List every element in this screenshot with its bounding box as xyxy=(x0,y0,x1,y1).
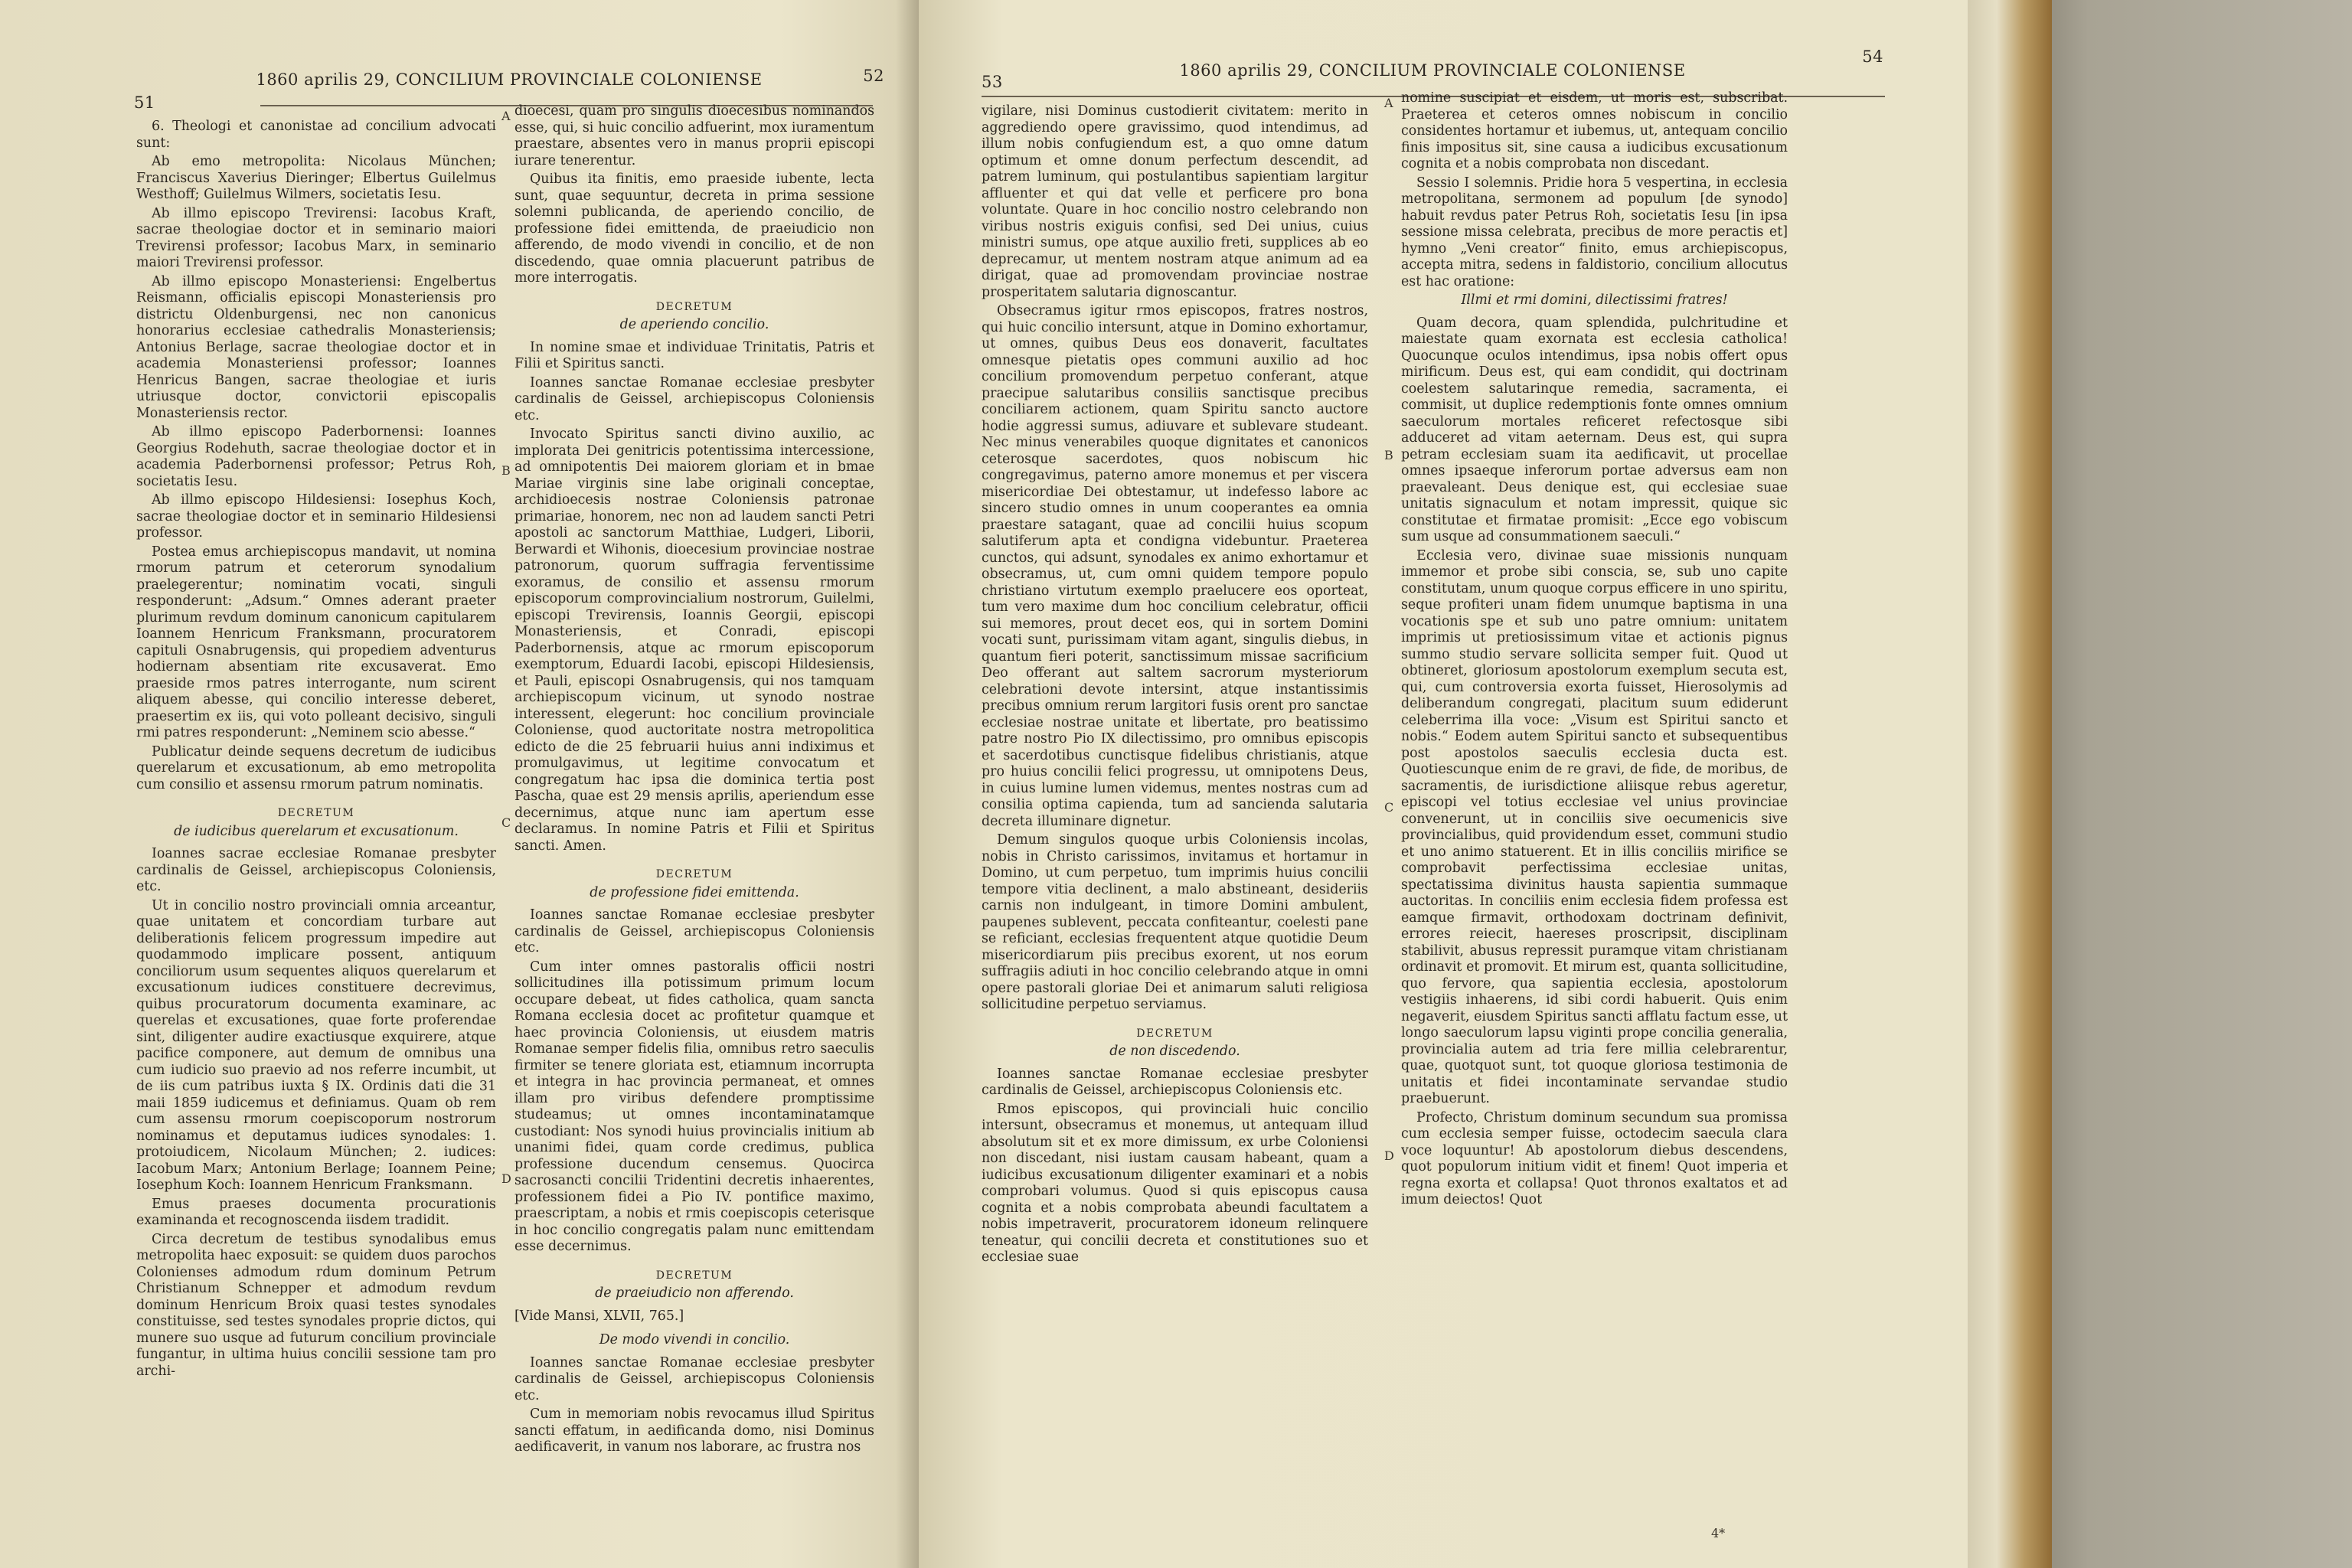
paragraph: Ioannes sanctae Romanae ecclesiae presbyter cardinalis de Geissel, archiepiscopus Coloniensis etc. xyxy=(514,374,874,423)
left-page-header xyxy=(134,63,884,112)
decretum-subtitle: de non discedendo. xyxy=(1109,1044,1240,1059)
decretum-subtitle: de praeiudicio non afferendo. xyxy=(595,1285,794,1301)
running-title-right: 1860 aprilis 29, CONCILIUM PROVINCIALE COLONIENSE xyxy=(1179,61,1686,80)
margin-letter-a: A xyxy=(501,109,511,123)
paragraph: Circa decretum de testibus synodalibus emus metropolita haec exposuit: se quidem duos parochos Colonienses admodum rdum dominum Petrum Christianum Schnepper et admodum revdum dominum Henricum Broix quasi testes synodales constituisse, sed testes synodales proprie dictos, qui munere suo usque ad futurum concilium provinciale fungantur, in ultima huius concilii sessione tam pro archi- xyxy=(136,1231,496,1379)
decretum-subtitle: De modo vivendi in concilio. xyxy=(599,1332,790,1348)
margin-letter-b-right: B xyxy=(1384,448,1393,462)
paragraph: Postea emus archiepiscopus mandavit, ut nomina rmorum patrum et ceterorum synodalium praelegerentur; nominatim vocati, singuli responderunt: „Adsum.“ Omnes aderant praeter plurimum revdum dominum canonicum capitularem Ioannem Henricum Franksmann, procuratorem capituli Osnabrugensis, qui propediem adventurus hodiernam absentiam rite excusaverat. Emo praeside rmos patres interrogante, num scirent aliquem abesse, qui concilio interesse deberet, praesertim ex iis, qui voto polleant decisivo, singuli rmi patres responderunt: „Neminem scio abesse.“ xyxy=(136,544,496,740)
paragraph: Demum singulos quoque urbis Coloniensis incolas, nobis in Christo carissimos, invitamus et hortamur in Domino, ut cum perpetuo, tum imprimis huius concilii tempore vitia declinent, a malo abstineant, desideriis carnis non indulgeant, in timore Domini ambulent, paupenes sublevent, peccata confiteantur, coelesti pane se reficiant, ecclesias frequentent atque quotidie Deum misericordiarum piis precibus exorent, ut nos eorum suffragiis adiuti in hoc concilio celebrando atque in omni opere pastorali gloriae Dei et animarum saluti religiosa sollicitudine perpetuo serviamus. xyxy=(982,832,1368,1012)
paragraph: Quam decora, quam splendida, pulchritudine et maiestate quam exornata est ecclesia catholica! Quocunque oculos intendimus, ipsa nobis offert opus mirificum. Deus est, qui eam condidit, qui doctrinam coelestem salutarinque remedia, sacramenta, ei commisit, ut duplice redemptionis fonte omnes omnium saeculorum mortales reficeret refectosque sibi adduceret ad vitam aeternam. Deus est, qui supra petram ecclesiam suam ita aedificavit, ut procellae omnes ipsaeque inferorum portae adversus eam non praevaleant. Deus denique est, qui ecclesiae suae unitatis signaculum et notam impressit, quique sic constitutae et firmatae promisit: „Ecce ego vobiscum sum usque ad consummationem saeculi.“ xyxy=(1401,315,1788,544)
right-page-header xyxy=(982,47,1883,91)
left-page xyxy=(0,0,919,1568)
margin-letter-b: B xyxy=(501,463,511,478)
decretum-heading: DECRETUM xyxy=(277,807,355,819)
paragraph: Ab illmo episcopo Hildesiensi: Iosephus Koch, sacrae theologiae doctor et in seminario Hildesiensi professor. xyxy=(136,492,496,541)
column-number-54: 54 xyxy=(1862,47,1883,66)
signature-mark: 4* xyxy=(1711,1526,1726,1540)
paragraph: Ab illmo episcopo Paderbornensi: Ioannes Georgius Rodehuth, sacrae theologiae doctor et in academia Paderbornensi professor; Petrus Roh, societatis Iesu. xyxy=(136,424,496,489)
paragraph: 6. Theologi et canonistae ad concilium advocati sunt: xyxy=(136,119,496,151)
paragraph: Ioannes sanctae Romanae ecclesiae presbyter cardinalis de Geissel, archiepiscopus Coloniensis etc. xyxy=(982,1066,1368,1098)
left-column-1 xyxy=(136,119,496,1382)
paragraph: dioecesi, quam pro singulis dioecesibus nominandos esse, qui, si huic concilio adfuerint, mox iuramentum praestare, absentes vero in manus proprii episcopi iurare tenerentur. xyxy=(514,103,874,168)
decretum-heading: DECRETUM xyxy=(655,1269,733,1282)
decretum-heading: DECRETUM xyxy=(655,868,733,880)
margin-letter-c: C xyxy=(501,815,511,830)
paragraph: Sessio I solemnis. Pridie hora 5 vespertina, in ecclesia metropolitana, sermonem ad populum [de synodo] habuit revdus pater Petrus Roh, societatis Iesu [in ipsa sessione missa celebrata, precibus de more peractis et] hymno „Veni creator“ finito, emus archiepiscopus, accepta mitra, sedens in faldistorio, concilium allocutus est hac oratione: xyxy=(1401,175,1788,289)
paragraph: Ut in concilio nostro provinciali omnia arceantur, quae unitatem et concordiam turbare aut deliberationis felicem progressum impedire aut quodammodo implicare possent, antiquum conciliorum usum sequentes aliquos querelarum et excusationum iudices constituere decrevimus, quibus procuratorum documenta examinare, ac querelas et excusationes, quae forte proferendae sint, diligenter audire exactiusque exquirere, atque pacifice componere, aut demum de omnibus una cum iudicio suo praevio ad nos referre incumbit, ut de iis cum patribus iuxta § IX. Ordinis dati die 31 maii 1859 iudicemus et definiamus. Quam ob rem cum assensu rmorum coepiscoporum nostrorum nominamus et deputamus iudices synodales: 1. protoiudicem, Nicolaum München; 2. iudices: Iacobum Marx; Antonium Berlage; Ioannem Peine; Iosephum Koch: Ioannem Henricum Franksmann. xyxy=(136,897,496,1193)
book-page-edges xyxy=(1960,0,2052,1568)
paragraph: Publicatur deinde sequens decretum de iudicibus querelarum et excusationum, ab emo metropolita cum consilio et assensu rmorum patrum nominatis. xyxy=(136,743,496,792)
decretum-subtitle: de iudicibus querelarum et excusationum. xyxy=(174,823,459,839)
paragraph: Ioannes sanctae Romanae ecclesiae presbyter cardinalis de Geissel, archiepiscopus Coloniensis etc. xyxy=(514,1354,874,1403)
margin-letter-d: D xyxy=(501,1171,511,1186)
paragraph: Ab emo metropolita: Nicolaus München; Franciscus Xaverius Dieringer; Elbertus Guilelmus Westhoff; Guilelmus Wilmers, societatis Iesu. xyxy=(136,154,496,202)
paragraph: Cum inter omnes pastoralis officii nostri sollicitudines illa potissimum primum locum occupare debeat, ut fides catholica, quam sancta Romana ecclesia docet ac profitetur quamque et haec provincia Coloniensis, ut eiusdem matris Romanae semper fidelis filia, omnibus retro saeculis firmiter se tenere gloriata est, etiamnum incorrupta et integra in hac provincia permaneat, et omnes illam pro viribus defendere promptissime studeamus; ut omnes incontaminatamque custodiant: Nos synodi huius provincialis initium ab unanimi fidei, quam corde credimus, publica professione ducendum censemus. Quocirca sacrosancti concilii Tridentini decretis inhaerentes, professionem fidei a Pio IV. pontifice maximo, praescriptam, a nobis et rmis coepiscopis ceterisque in hoc concilio congregatis palam nunc emittendam esse decernimus. xyxy=(514,959,874,1254)
margin-letter-d-right: D xyxy=(1384,1148,1394,1163)
paragraph: vigilare, nisi Dominus custodierit civitatem: merito in aggrediendo opere gravissimo, quod intendimus, ad illum nobis confugiendum est, a quo omne datum optimum et omne donum perfectum descendit, ad patrem luminum, qui postulantibus sapientiam largitur affluenter et qui dat velle et perficere pro bona voluntate. Quare in hoc concilio nostro celebrando non viribus nostris exiguis confisi, sed Dei unius, cuius ministri sumus, ope atque auxilio freti, supplices ab eo deprecamur, ut mentem nostram atque animum ad ea dirigat, quae ad promovendam provinciae nostrae prosperitatem salutaria dignoscantur. xyxy=(982,103,1368,300)
paragraph: Profecto, Christum dominum secundum sua promissa cum ecclesia semper fuisse, octodecim saecula clara voce loquuntur! Ab apostolorum diebus descendens, quot populorum initium vidit et finem! Quot imperia et regna exorta et collapsa! Quot thronos exaltatos et ad imum deiectos! Quot xyxy=(1401,1109,1788,1207)
right-column-2 xyxy=(1401,90,1788,1211)
paragraph: In nomine smae et individuae Trinitatis, Patris et Filii et Spiritus sancti. xyxy=(514,339,874,371)
reference-note: [Vide Mansi, XLVII, 765.] xyxy=(514,1308,684,1324)
paragraph: Ioannes sanctae Romanae ecclesiae presbyter cardinalis de Geissel, archiepiscopus Coloniensis etc. xyxy=(514,907,874,956)
column-number-53: 53 xyxy=(982,73,1003,91)
paragraph: Rmos episcopos, qui provinciali huic concilio intersunt, obsecramus et monemus, ut antequam illud absolutum sit et ex more dimissum, ex urbe Coloniensi non discedant, nisi iustam causam habeant, quam a iudicibus excusationum diligenter examinari et a nobis comprobari volumus. Quod si quis episcopus causa cognita et a nobis comprobata abeundi facultatem a nobis impetraverit, procuratorem idoneum relinquere teneatur, qui concilii decreta et constitutiones suo et ecclesiae suae xyxy=(982,1101,1368,1265)
decretum-subtitle: de aperiendo concilio. xyxy=(619,317,769,332)
right-column-1 xyxy=(982,103,1368,1269)
column-number-51: 51 xyxy=(134,93,155,112)
paragraph: Cum in memoriam nobis revocamus illud Spiritus sancti effatum, in aedificanda domo, nisi Dominus aedificaverit, in vanum nos laborare, ac frustra nos xyxy=(514,1406,874,1455)
paragraph: Ab illmo episcopo Monasteriensi: Engelbertus Reismann, officialis episcopi Monasteriensis pro districtu Oldenburgensi, nec non canonicus honorarius ecclesiae cathedralis Monasteriensis; Antonius Berlage, sacrae theologiae doctor et in academia Monasteriensi professor; Ioannes Henricus Bangen, sacrae theologiae et iuris utriusque doctor, convictorii episcopalis Monasteriensis rector. xyxy=(136,273,496,421)
paragraph: Ecclesia vero, divinae suae missionis nunquam immemor et probe sibi conscia, se, sub uno capite constitutam, unum quoque corpus efficere in uno spiritu, seque profiteri unam fidem unumque baptisma in una vocationis spe et sub uno patre omnium: unitatem imprimis ut pretiosissimum vitae et actionis pignus summo studio servare sollicita semper fuit. Quod ut obtineret, gloriosum apostolorum exemplum secuta est, qui, cum controversia exorta fuisset, Hierosolymis ad deliberandum congregati, placitum suum ediderunt celeberrima illa voce: „Visum est Spiritui sancto et nobis.“ Eodem autem Spiritui sancto et subsequentibus post apostolos saeculis ecclesia ducta est. Quotiescunque enim de re gravi, de fide, de moribus, de sacramentis, de iurisdictione aliisque rebus ageretur, episcopi vel totius ecclesiae vel unius provinciae convenerunt, ut in conciliis sive oecumenicis sive provincialibus, quid providendum esset, communi studio et uno animo statuerent. Et in illis conciliis mirifice se comprobavit perfectissima ecclesiae unitas, spectatissima divinitus hausta sapientia summaque auctoritas. In conciliis enim ecclesia fidem professa est eamque firmavit, orthodoxam doctrinam definivit, errores reiecit, haereses proscripsit, disciplinam stabilivit, abusus repressit puramque vitam christianam ordinavit et promovit. Et mirum est, quanta sollicitudine, quo fervore, qua sapientia ecclesia, apostolorum vestigiis inhaerens, id sibi cordi habuerit. Quis enim negaverit, eiusdem Spiritus sancti afflatu factum esse, ut longo saeculorum lapsu viginti prope concilia generalia, provincialia autem ad tria fere millia celebrarentur, quae, quotquot sunt, tot quoque gloriosa testimonia de unitatis et fidei incontaminate servandae studio praebuerunt. xyxy=(1401,547,1788,1106)
paragraph: Emus praeses documenta procurationis examinanda et recognoscenda iisdem tradidit. xyxy=(136,1196,496,1228)
running-title: 1860 aprilis 29, CONCILIUM PROVINCIALE COLONIENSE xyxy=(256,70,763,89)
paragraph: nomine suscipiat et eisdem, ut moris est, subscribat. Praeterea et ceteros omnes nobiscum in concilio considentes hortamur et iubemus, ut, antequam concilio finis impositus sit, sine causa a iudicibus excusationum cognita et a nobis comprobata non discedant. xyxy=(1401,90,1788,172)
margin-letter-c-right: C xyxy=(1384,800,1394,815)
paragraph: Obsecramus igitur rmos episcopos, fratres nostros, qui huic concilio intersunt, atque in Domino exhortamur, ut omnes, quibus Deus eos donaverit, facultates omnesque pietatis opes communi auxilio ad hoc concilium promovendum perpetuo conferant, atque praecipue salutaribus consiliis sanctisque precibus conciliarem actionem, quam Spiritu sancto auctore hodie aggressi sumus, adiuvare et sublevare studeant. Nec minus venerabiles quoque dignitates et canonicos ceterosque sacerdotes, quos nobiscum hic congregavimus, paterno amore monemus et per viscera misericordiae Dei obtestamur, ut indefesso labore ac sincero studio omnes in unum cooperantes ea omnia praestare satagant, quae ad concilii huius scopum salutiferum apta et condigna videbuntur. Praeterea cunctos, qui adsunt, synodales ex animo exhortamur et obsecramus, ut, cum omni quidem tempore populo christiano virtutum exemplo praelucere eos oporteat, tum vero maxime dum hoc concilium celebratur, officii sui memores, prout decet eos, qui in sortem Domini vocati sunt, purissimam vitam agant, singulis diebus, in quantum fieri poterit, sanctissimum missae sacrificium Deo offerant aut saltem sacrorum mysteriorum celebrationi devote intersint, atque instantissimis precibus omnium rerum largitori fusis orent pro sanctae ecclesiae nostrae unitate et libertate, pro beatissimo patre nostro Pio IX dilectissimo, pro omnibus episcopis et sacerdotibus cunctisque fidelibus christianis, atque pro huius concilii felici progressu, ut omnipotens Deus, in cuius lumine lumen videmus, mentes nostras cum ad consilia optima capienda, tum ad sancienda salutaria decreta illuminare dignetur. xyxy=(982,303,1368,829)
decretum-subtitle: de professione fidei emittenda. xyxy=(590,884,799,900)
paragraph: Invocato Spiritus sancti divino auxilio, ac implorata Dei genitricis potentissima intercessione, ad omnipotentis Dei maiorem gloriam et in bmae Mariae virginis sine labe originali conceptae, archidioecesis nostrae Coloniensis patronae primariae, honorem, nec non ad laudem sancti Petri apostoli ac sanctorum Matthiae, Ludgeri, Liborii, Berwardi et Wihonis, dioecesium provinciae nostrae patronorum, quorum suffragia ferventissime exoramus, de consilio et assensu rmorum episcoporum comprovincialium nostrorum, Guilelmi, episcopi Trevirensis, Ioannis Georgii, episcopi Monasteriensis, et Conradi, episcopi Paderbornensis, atque ac rmorum episcoporum exemptorum, Eduardi Iacobi, episcopi Hildesiensis, et Pauli, episcopi Osnabrugensis, qui nos tamquam archiepiscopum vicinum, ut synodo nostrae interessent, elegerunt: hoc concilium provinciale Coloniense, quod auctoritate nostra metropolitica edicto de die 25 februarii huius anni indiximus et promulgavimus, ut legitime convocatum et congregatum hac ipsa die dominica tertia post Pascha, quae est 29 mensis aprilis, aperiendum esse decernimus, atque nunc iam apertum esse declaramus. In nomine Patris et Filii et Spiritus sancti. Amen. xyxy=(514,426,874,854)
paragraph: Quibus ita finitis, emo praeside iubente, lecta sunt, quae sequuntur, decreta in prima sessione solemni publicanda, de aperiendo concilio, de professione fidei emittenda, de praeiudicio non afferendo, de modo vivendi in concilio, et de non discedendo, quae omnia placuerunt patribus de more interrogatis. xyxy=(514,172,874,286)
margin-letter-a-right: A xyxy=(1384,96,1393,110)
decretum-heading: DECRETUM xyxy=(1136,1027,1214,1040)
paragraph: Ioannes sacrae ecclesiae Romanae presbyter cardinalis de Geissel, archiepiscopus Coloniensis, etc. xyxy=(136,846,496,894)
decretum-subtitle: Illmi et rmi domini, dilectissimi fratres! xyxy=(1461,292,1728,308)
paragraph: Ab illmo episcopo Trevirensi: Iacobus Kraft, sacrae theologiae doctor et in seminario maiori Trevirensi professor; Iacobus Marx, in seminario maiori Trevirensi professor. xyxy=(136,205,496,270)
left-column-2 xyxy=(514,103,874,1459)
decretum-heading: DECRETUM xyxy=(655,300,733,313)
column-number-52: 52 xyxy=(863,67,884,85)
right-page xyxy=(919,0,1968,1568)
